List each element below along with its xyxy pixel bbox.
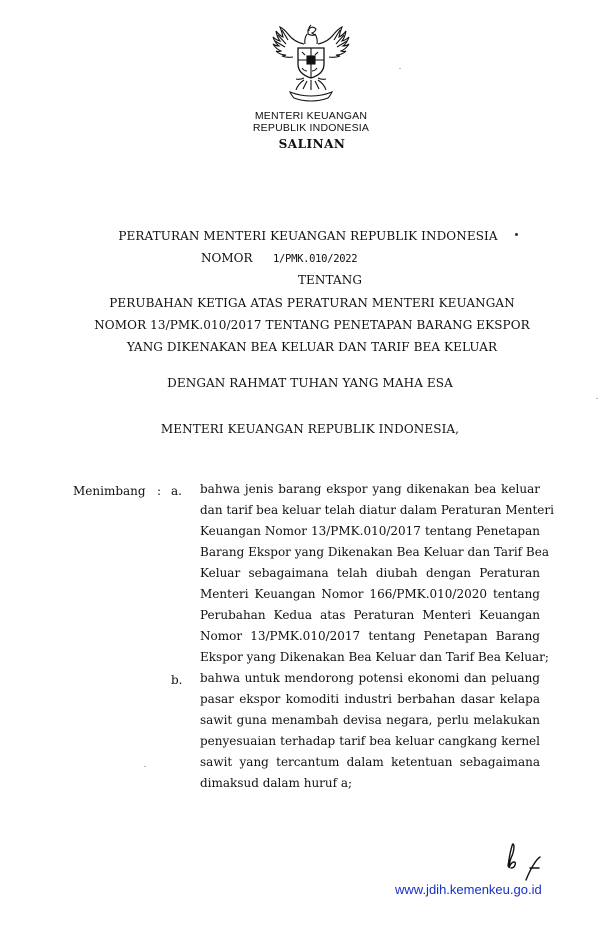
invocation: DENGAN RAHMAT TUHAN YANG MAHA ESA (167, 376, 453, 390)
item-letter-b: b. (171, 673, 183, 687)
consideration-line: sawit yang tercantum dalam ketentuan sebagaimana (200, 755, 540, 769)
consideration-line: pasar ekspor komoditi industri berbahan dasar kelapa (200, 692, 540, 706)
consideration-line: bahwa untuk mendorong potensi ekonomi dan peluang (200, 671, 540, 685)
consideration-line: sawit guna menambah devisa negara, perlu melakukan (200, 713, 540, 727)
scan-speck (399, 68, 401, 69)
consideration-line: Keluar sebagaimana telah diubah dengan Peraturan (200, 566, 540, 580)
website-link[interactable]: www.jdih.kemenkeu.go.id (395, 882, 542, 897)
considerations-colon: : (157, 484, 162, 498)
consideration-b (200, 668, 540, 794)
consideration-line: Barang Ekspor yang Dikenakan Bea Keluar dan Tarif Bea (200, 545, 549, 559)
subject-line: YANG DIKENAKAN BEA KELUAR DAN TARIF BEA KELUAR (126, 340, 498, 354)
consideration-line: dimaksud dalam huruf a; (200, 776, 353, 790)
consideration-line: penyesuaian terhadap tarif bea keluar cangkang kernel (200, 734, 540, 748)
subject-line: PERUBAHAN KETIGA ATAS PERATURAN MENTERI KEUANGAN (109, 296, 515, 310)
item-letter-a: a. (171, 484, 182, 498)
number-label: NOMOR (201, 251, 253, 265)
subject-line: NOMOR 13/PMK.010/2017 TENTANG PENETAPAN BARANG EKSPOR (94, 318, 530, 332)
consideration-line: Perubahan Kedua atas Peraturan Menteri Keuangan (200, 608, 540, 622)
ministry-line-1: MENTERI KEUANGAN (254, 110, 368, 122)
stray-dot (515, 233, 518, 236)
consideration-line: Menteri Keuangan Nomor 166/PMK.010/2020 tentang (200, 587, 540, 601)
consideration-line: Ekspor yang Dikenakan Bea Keluar dan Tarif Bea Keluar; (200, 650, 549, 664)
consideration-line: dan tarif bea keluar telah diatur dalam Peraturan Menteri (200, 503, 554, 517)
number-value: 1/PMK.010/2022 (273, 253, 358, 265)
garuda-emblem-icon (268, 22, 354, 104)
about-heading: TENTANG (297, 273, 363, 287)
enacting-authority: MENTERI KEUANGAN REPUBLIK INDONESIA, (160, 422, 460, 436)
copy-mark: SALINAN (278, 137, 346, 151)
regulation-title: PERATURAN MENTERI KEUANGAN REPUBLIK INDONESIA (118, 229, 498, 243)
paraf-initial-icon (500, 840, 550, 882)
consideration-line: Nomor 13/PMK.010/2017 tentang Penetapan Barang (200, 629, 540, 643)
consideration-line: bahwa jenis barang ekspor yang dikenakan bea keluar (200, 482, 540, 496)
scan-speck (596, 398, 598, 399)
considerations-label: Menimbang (73, 484, 146, 498)
ministry-line-2: REPUBLIK INDONESIA (252, 122, 370, 134)
consideration-line: Keuangan Nomor 13/PMK.010/2017 tentang Penetapan (200, 524, 540, 538)
consideration-a (200, 479, 554, 668)
scan-speck (144, 766, 146, 767)
